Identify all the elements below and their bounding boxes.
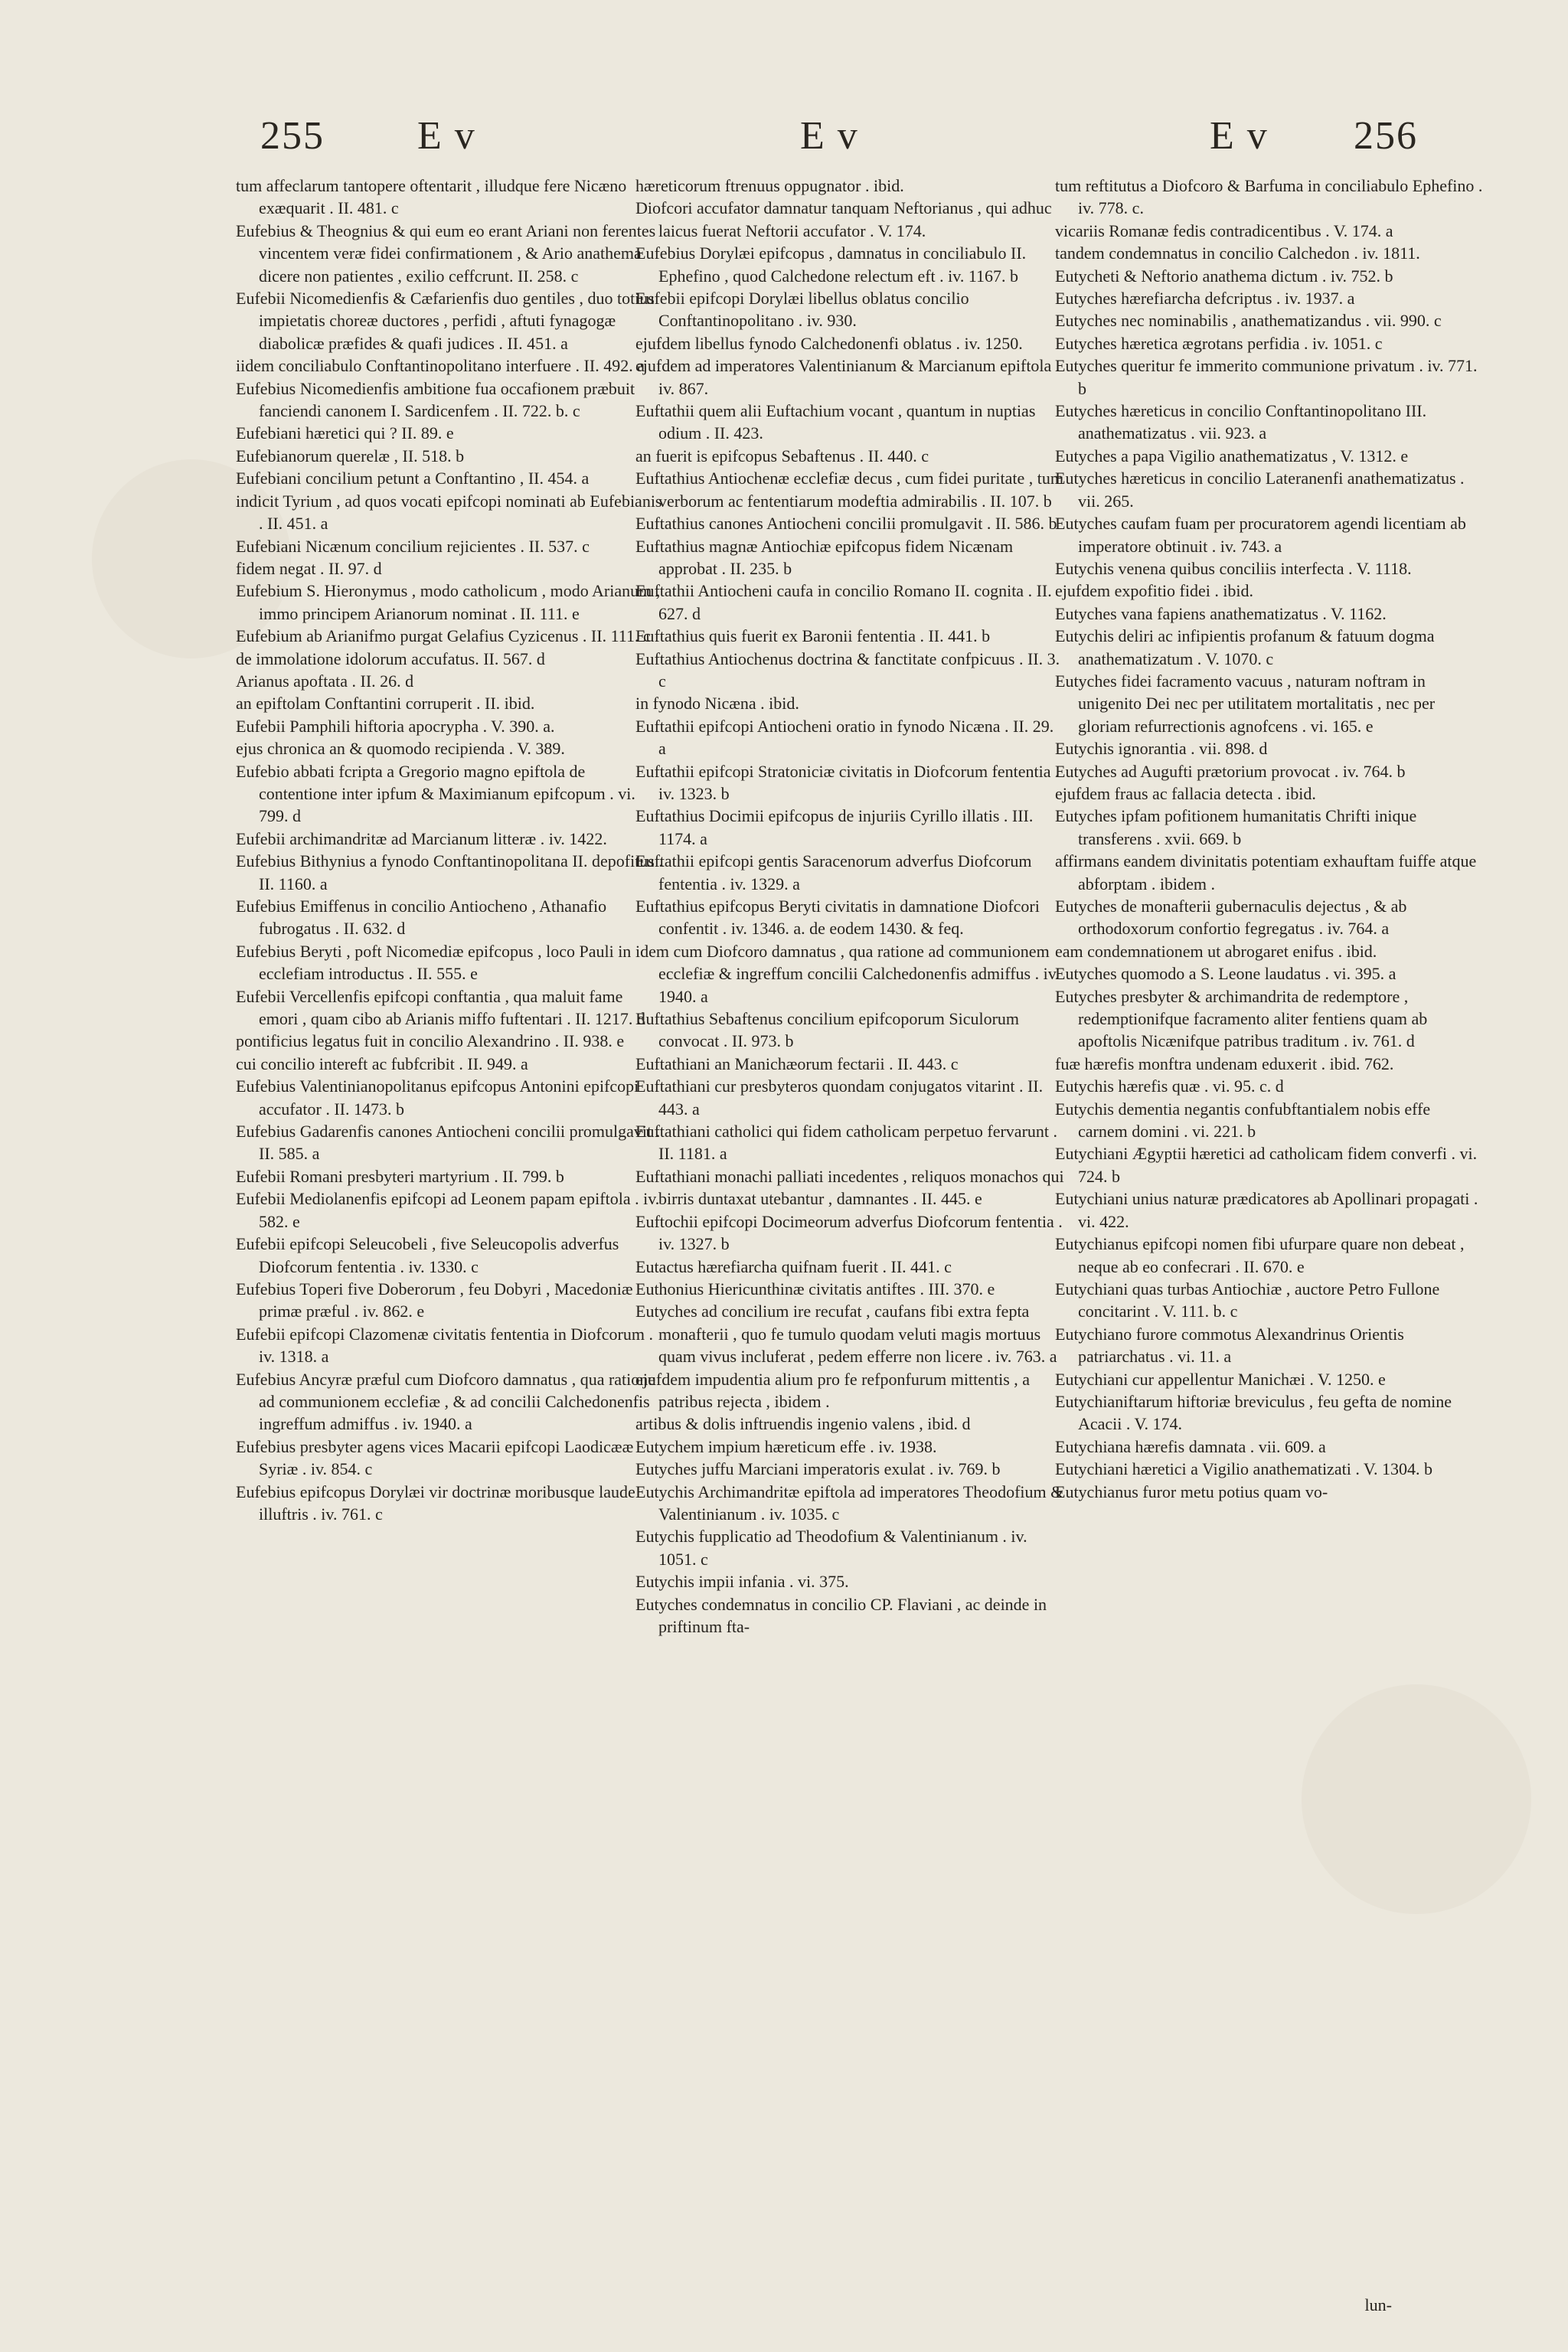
index-entry: de immolatione idolorum accufatus. II. 567. d <box>236 648 545 668</box>
index-entry: Eufebium ab Arianifmo purgat Gelafius Cyzicenus . II. 111. c <box>236 626 651 646</box>
index-entry: Eutychiani quas turbas Antiochiæ , auctore Petro Fullone concitarint . V. 111. b. c <box>1055 1279 1440 1321</box>
index-entry: fuæ hærefis monftra undenam eduxerit . ibid. 762. <box>1055 1054 1394 1073</box>
index-entry: Eufebius Emiffenus in concilio Antiocheno , Athanafio fubrogatus . II. 632. d <box>236 897 607 939</box>
index-entry: Eutyches a papa Vigilio anathematizatus , V. 1312. e <box>1055 446 1409 466</box>
index-entry: Eutychiani cur appellentur Manichæi . V. 1250. e <box>1055 1369 1386 1389</box>
index-entry: Eufebius & Theognius & qui eum eo erant Ariani non ferentes vincentem veræ fidei confirmationem , & Ario anathema dicere non patientes , exilio ceffcrunt. II. 258. c <box>236 220 656 286</box>
index-entry: Eutychis impii infania . vi. 375. <box>635 1572 849 1592</box>
index-entry: Eutyches hærefiarcha defcriptus . iv. 1937. a <box>1055 289 1355 309</box>
index-entry: Eufebius presbyter agens vices Macarii epifcopi Laodicææ Syriæ . iv. 854. c <box>236 1436 634 1479</box>
index-entry: Eufebius Ancyræ præful cum Diofcoro damnatus , qua ratione ad communionem ecclefiæ , & ad concilii Calchedonenfis ingreffum admiffus . iv. 1940. a <box>236 1369 656 1434</box>
index-entry: Euftathius canones Antiocheni concilii promulgavit . II. 586. b <box>635 514 1057 534</box>
index-entry: Eutyches condemnatus in concilio CP. Flaviani , ac deinde in priftinum fta- <box>635 1594 1047 1636</box>
index-entry: Eufebius Nicomedienfis ambitione fua occafionem præbuit fanciendi canonem I. Sardicenfem . II. 722. b. c <box>236 378 635 421</box>
index-entry: Eufebii epifcopi Seleucobeli , five Seleucopolis adverfus Diofcorum fententia . iv. 1330. c <box>236 1234 619 1276</box>
index-entry: an fuerit is epifcopus Sebaftenus . II. 440. c <box>635 446 929 466</box>
index-entry: Eutyches juffu Marciani imperatoris exulat . iv. 769. b <box>635 1459 1001 1479</box>
index-entry: Eutychiani unius naturæ prædicatores ab Apollinari propagati . vi. 422. <box>1055 1189 1478 1231</box>
index-entry: ejufdem ad imperatores Valentinianum & Marcianum epiftola . iv. 867. <box>635 356 1060 398</box>
index-entry: Eutychianus epifcopi nomen fibi ufurpare quare non debeat , neque ab eo confecrari . II. 670. e <box>1055 1234 1465 1276</box>
index-entry: Euftochii epifcopi Docimeorum adverfus Diofcorum fententia . iv. 1327. b <box>635 1211 1063 1254</box>
index-entry: Eutychiani Ægyptii hæretici ad catholicam fidem converfi . vi. 724. b <box>1055 1144 1478 1186</box>
paper-stain <box>1302 1684 1531 1914</box>
index-entry: Euftathius Antiochenæ ecclefiæ decus , cum fidei puritate , tum verborum ac fententiarum modeftia admirabilis . II. 107. b <box>635 469 1064 511</box>
index-entry: Eufebii Nicomedienfis & Cæfarienfis duo gentiles , duo totius impietatis choreæ ductores , perfidi , aftuti fynagogæ diabolicæ præfides & quafi judices . II. 451. a <box>236 289 655 353</box>
index-entry: Euftathii Antiocheni caufa in concilio Romano II. cognita . II. 627. d <box>635 581 1052 623</box>
index-entry: Eutyches ad concilium ire recufat , caufans fibi extra fepta monafterii , quo fe tumulo quodam veluti magis mortuus quam vivus incluferat , pedem efferre non licere . iv. 763. a <box>635 1302 1057 1367</box>
index-entry: Eutychis dementia negantis confubftantialem nobis effe carnem domini . vi. 221. b <box>1055 1099 1431 1142</box>
index-entry: Eufebiani Nicænum concilium rejicientes . II. 537. c <box>236 536 590 556</box>
index-entry: Eutyches hæreticus in concilio Lateranenfi anathematizatus . vii. 265. <box>1055 469 1465 511</box>
index-entry: Euftathius Sebaftenus concilium epifcoporum Siculorum convocat . II. 973. b <box>635 1009 1020 1051</box>
index-entry: Eutychis venena quibus conciliis interfecta . V. 1118. <box>1055 558 1412 578</box>
index-entry: Arianus apoftata . II. 26. d <box>236 671 414 691</box>
right-page-number: 256 <box>1354 114 1418 158</box>
index-entry: tum affeclarum tantopere oftentarit , illudque fere Nicæno exæquarit . II. 481. c <box>236 176 627 218</box>
index-entry: ejufdem libellus fynodo Calchedonenfi oblatus . iv. 1250. <box>635 333 1023 353</box>
index-entry: Eufebianorum querelæ , II. 518. b <box>236 446 465 466</box>
index-entry: Euftathiani cur presbyteros quondam conjugatos vitarint . II. 443. a <box>635 1076 1044 1119</box>
index-entry: Eutychem impium hæreticum effe . iv. 1938. <box>635 1436 937 1456</box>
index-entry: Eutychiana hærefis damnata . vii. 609. a <box>1055 1436 1326 1456</box>
index-entry: Eufebiani hæretici qui ? II. 89. e <box>236 423 454 443</box>
index-entry: Eufebius Beryti , poft Nicomediæ epifcopus , loco Pauli in ecclefiam introductus . II. 555. e <box>236 941 632 984</box>
index-entry: Eufebius Dorylæi epifcopus , damnatus in conciliabulo II. Ephefino , quod Calchedone relectum eft . iv. 1167. b <box>635 243 1027 286</box>
index-entry: in fynodo Nicæna . ibid. <box>635 694 799 714</box>
index-entry: cui concilio intereft ac fubfcribit . II. 949. a <box>236 1054 528 1073</box>
index-entry: Eutyches vana fapiens anathematizatus . V. 1162. <box>1055 603 1387 623</box>
index-entry: hæreticorum ftrenuus oppugnator . ibid. <box>635 176 904 195</box>
index-entry: Eufebius Gadarenfis canones Antiocheni concilii promulgavit . II. 585. a <box>236 1122 661 1164</box>
index-entry: artibus & dolis inftruendis ingenio valens , ibid. d <box>635 1414 971 1434</box>
index-entry: Eutychianiftarum hiftoriæ breviculus , feu gefta de nomine Acacii . V. 174. <box>1055 1391 1452 1434</box>
index-entry: Euftathii quem alii Euftachium vocant , quantum in nuptias odium . II. 423. <box>635 401 1036 443</box>
index-entry: affirmans eandem divinitatis potentiam exhauftam fuiffe atque abforptam . ibidem . <box>1055 851 1477 893</box>
index-entry: Eufebius epifcopus Dorylæi vir doctrinæ moribusque laude illuftris . iv. 761. c <box>236 1481 635 1524</box>
index-entry: Eufebium S. Hieronymus , modo catholicum , modo Arianum , immo principem Arianorum nominat . II. 111. e <box>236 581 661 623</box>
index-entry: indicit Tyrium , ad quos vocati epifcopi nominati ab Eufebianis . II. 451. a <box>236 491 662 534</box>
index-entry: Euftathii epifcopi Stratoniciæ civitatis in Diofcorum fententia . iv. 1323. b <box>635 761 1060 803</box>
index-entry: Eutychianus furor metu potius quam vo- <box>1055 1481 1328 1501</box>
index-entry: eam condemnationem ut abrogaret enifus . ibid. <box>1055 941 1377 961</box>
index-entry: Eutyches ipfam pofitionem humanitatis Chrifti inique transferens . xvii. 669. b <box>1055 806 1417 848</box>
index-entry: vicariis Romanæ fedis contradicentibus . V. 174. a <box>1055 220 1393 240</box>
index-entry: Euftathiani an Manichæorum fectarii . II. 443. c <box>635 1054 959 1073</box>
index-entry: ejufdem fraus ac fallacia detecta . ibid. <box>1055 783 1316 803</box>
index-entry: idem cum Diofcoro damnatus , qua ratione ad communionem ecclefiæ & ingreffum concilii Calchedonenfis admiffus . iv. 1940. a <box>635 941 1060 1006</box>
index-entry: fidem negat . II. 97. d <box>236 558 382 578</box>
index-entry: Eufebii Romani presbyteri martyrium . II. 799. b <box>236 1166 564 1186</box>
index-entry: Eutyches ad Augufti prætorium provocat . iv. 764. b <box>1055 761 1406 781</box>
index-entry: Eufebius Bithynius a fynodo Conftantinopolitana II. depofitus . II. 1160. a <box>236 851 663 893</box>
index-entry: Eutychis Archimandritæ epiftola ad imperatores Theodofium & Valentinianum . iv. 1035. c <box>635 1481 1064 1524</box>
index-entry: Eutychis ignorantia . vii. 898. d <box>1055 739 1268 759</box>
index-column-3 <box>1055 175 1484 1503</box>
index-entry: Eufebius Valentinianopolitanus epifcopus Antonini epifcopi accufator . II. 1473. b <box>236 1076 639 1119</box>
index-entry: Eutyches queritur fe immerito communione privatum . iv. 771. b <box>1055 356 1478 398</box>
index-entry: Eutyches nec nominabilis , anathematizandus . vii. 990. c <box>1055 311 1442 331</box>
index-entry: Eutyches de monafterii gubernaculis dejectus , & ab orthodoxorum confortio fegregatus . iv. 764. a <box>1055 897 1407 939</box>
index-entry: Euftathius Docimii epifcopus de injuriis Cyrillo illatis . III. 1174. a <box>635 806 1034 848</box>
index-entry: Euthonius Hiericunthinæ civitatis antiftes . III. 370. e <box>635 1279 995 1298</box>
index-entry: ejufdem impudentia alium pro fe refponfurum mittentis , a patribus rejecta , ibidem . <box>635 1369 1031 1411</box>
index-entry: Euftathius magnæ Antiochiæ epifcopus fidem Nicænam approbat . II. 235. b <box>635 536 1014 578</box>
index-entry: ejufdem expofitio fidei . ibid. <box>1055 581 1254 601</box>
index-entry: Eutychis deliri ac infipientis profanum & fatuum dogma anathematizatum . V. 1070. c <box>1055 626 1435 668</box>
index-entry: Euftathius epifcopus Beryti civitatis in damnatione Diofcori confentit . iv. 1346. a. de eodem 1430. & feq. <box>635 897 1040 939</box>
index-entry: Eutyches caufam fuam per procuratorem agendi licentiam ab imperatore obtinuit . iv. 743. a <box>1055 514 1466 556</box>
index-entry: Eutyches fidei facramento vacuus , naturam noftram in unigenito Dei nec per utilitatem mortalitatis , nec per gloriam refurrectionis agnofcens . vi. 165. e <box>1055 671 1436 736</box>
index-entry: Eutyches quomodo a S. Leone laudatus . vi. 395. a <box>1055 964 1396 984</box>
index-entry: Eufebii Vercellenfis epifcopi conftantia , qua maluit fame emori , quam cibo ab Arianis miffo fuftentari . II. 1217. d <box>236 986 645 1029</box>
index-entry: Eutychiani hæretici a Vigilio anathematizati . V. 1304. b <box>1055 1459 1432 1479</box>
index-entry: Euftathii epifcopi gentis Saracenorum adverfus Diofcorum fententia . iv. 1329. a <box>635 851 1032 893</box>
index-entry: Euftathius quis fuerit ex Baronii fententia . II. 441. b <box>635 626 991 646</box>
index-entry: Eufebii epifcopi Dorylæi libellus oblatus concilio Conftantinopolitano . iv. 930. <box>635 289 969 331</box>
catchword: lun- <box>1364 2295 1392 2314</box>
index-entry: Eutycheti & Neftorio anathema dictum . iv. 752. b <box>1055 266 1393 286</box>
index-entry: Eufebii epifcopi Clazomenæ civitatis fententia in Diofcorum . iv. 1318. a <box>236 1324 653 1367</box>
index-entry: Eufebii Mediolanenfis epifcopi ad Leonem papam epiftola . iv. 582. e <box>236 1189 660 1231</box>
index-entry: Eufebio abbati fcripta a Gregorio magno epiftola de contentione inter ipfum & Maximianum epifcopum . vi. 799. d <box>236 761 635 826</box>
index-entry: an epiftolam Conftantini corruperit . II. ibid. <box>236 694 535 714</box>
index-entry: Euftathius Antiochenus doctrina & fanctitate confpicuus . II. 3. c <box>635 648 1060 691</box>
index-entry: Eutactus hærefiarcha quifnam fuerit . II. 441. c <box>635 1256 952 1276</box>
index-column-2 <box>635 175 1064 1638</box>
middle-running-head: E v <box>800 114 859 158</box>
index-entry: Eufebii archimandritæ ad Marcianum litteræ . iv. 1422. <box>236 828 607 848</box>
index-entry: Eufebii Pamphili hiftoria apocrypha . V. 390. a. <box>236 716 555 736</box>
index-entry: Eutyches hæreticus in concilio Conftantinopolitano III. anathematizatus . vii. 923. a <box>1055 401 1427 443</box>
index-entry: Euftathii epifcopi Antiocheni oratio in fynodo Nicæna . II. 29. a <box>635 716 1054 759</box>
index-entry: iidem conciliabulo Conftantinopolitano interfuere . II. 492. a <box>236 356 645 376</box>
index-entry: Eutychis hærefis quæ . vi. 95. c. d <box>1055 1076 1284 1096</box>
index-entry: Eutychiano furore commotus Alexandrinus Orientis patriarchatus . vi. 11. a <box>1055 1324 1404 1367</box>
left-page-number: 255 <box>260 114 325 158</box>
right-running-head: E v <box>1210 114 1269 158</box>
index-column-1 <box>236 175 665 1525</box>
index-entry: tandem condemnatus in concilio Calchedon . iv. 1811. <box>1055 243 1420 263</box>
index-entry: Eufebius Toperi five Doberorum , feu Dobyri , Macedoniæ primæ præful . iv. 862. e <box>236 1279 633 1321</box>
index-entry: Eutyches presbyter & archimandrita de redemptore , redemptionifque facramento aliter fentiens quam ab apoftolis Nicænifque patribus traditum . iv. 761. d <box>1055 986 1428 1051</box>
index-entry: Euftathiani catholici qui fidem catholicam perpetuo fervarunt . II. 1181. a <box>635 1122 1058 1164</box>
left-running-head: E v <box>417 114 476 158</box>
index-entry: Eutyches hæretica ægrotans perfidia . iv. 1051. c <box>1055 333 1383 353</box>
index-entry: Diofcori accufator damnatur tanquam Neftorianus , qui adhuc laicus fuerat Neftorii accufator . V. 174. <box>635 198 1052 240</box>
index-entry: Eutychis fupplicatio ad Theodofium & Valentinianum . iv. 1051. c <box>635 1527 1027 1569</box>
index-entry: ejus chronica an & quomodo recipienda . V. 389. <box>236 739 565 759</box>
index-entry: Euftathiani monachi palliati incedentes , reliquos monachos qui birris duntaxat utebantur , damnantes . II. 445. e <box>635 1166 1064 1209</box>
index-entry: pontificius legatus fuit in concilio Alexandrino . II. 938. e <box>236 1031 625 1051</box>
index-entry: Eufebiani concilium petunt a Conftantino , II. 454. a <box>236 469 590 488</box>
index-entry: tum reftitutus a Diofcoro & Barfuma in conciliabulo Ephefino . iv. 778. c. <box>1055 176 1483 218</box>
